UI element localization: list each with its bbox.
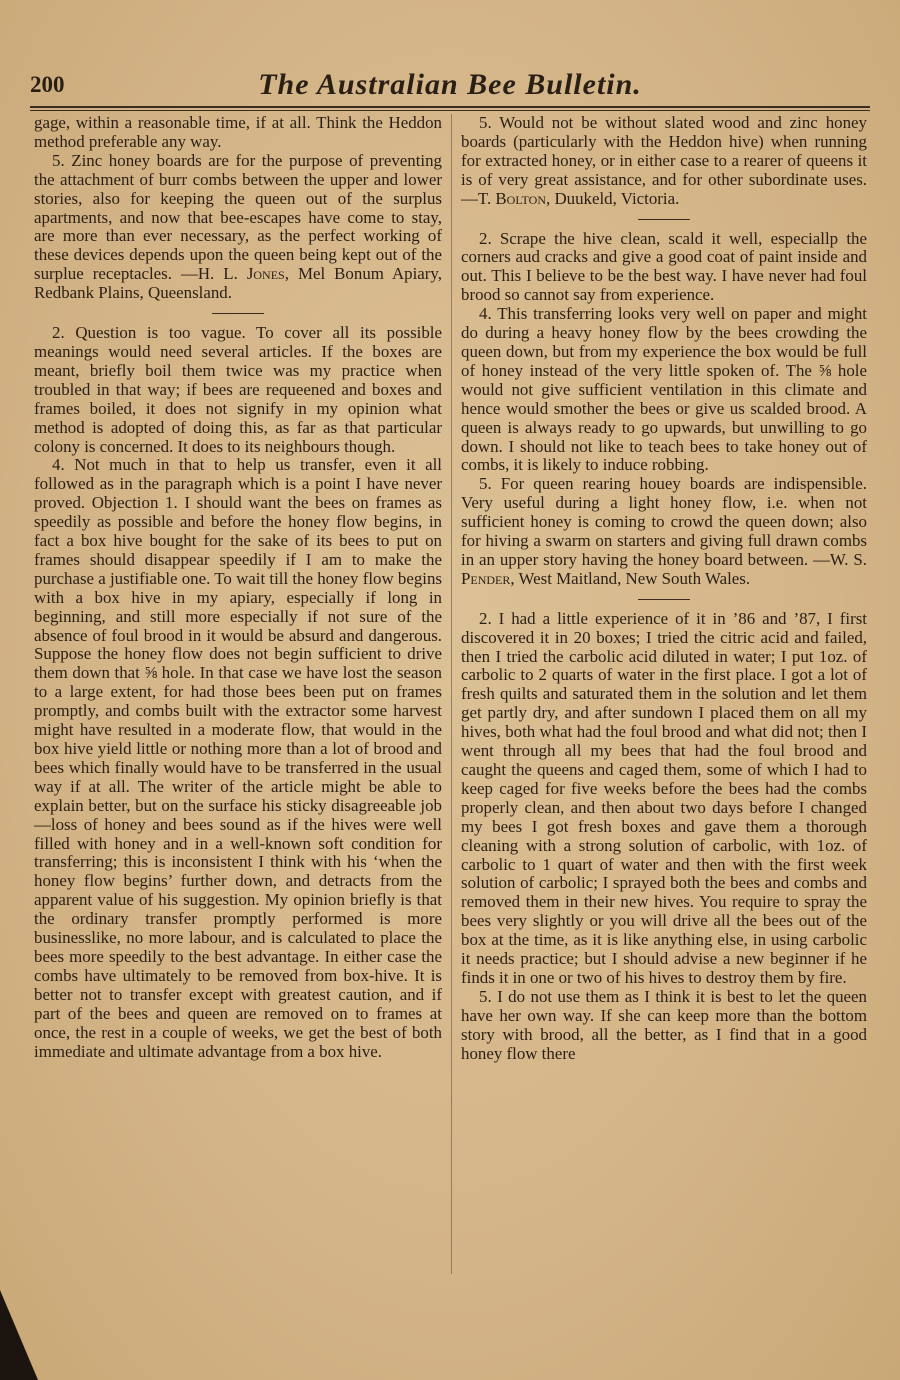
header-rule-thick: [30, 106, 870, 108]
section-separator: [638, 599, 690, 600]
paragraph: [34, 152, 442, 303]
right-column: [461, 114, 867, 1064]
paragraph: [461, 475, 867, 588]
paragraph: 4. Not much in that to help us transfer, even it all followed as in the paragraph which is a point I have never proved. Objection 1. I should want the bees on frames as speedily as possible and before the honey flow begins, in fact a box hive bought for the sake of its bees to put on frames should disappear speedily if I am to make the purchase a justifiable one. To wait till the honey flow begins with a box hive in my apiary, especially if long in beginning, and still more especially if not sure of the absence of foul brood in it would be absurd and dangerous. Suppose the honey flow does not begin sufficient to drive them down that ⅝ hole. In that case we have lost the season to a large extent, for had those bees been put on frames promptly, and combs built with the extractor some harvest might have resulted in a moderate flow, that would in the box hive yield little or nothing more than a lot of brood and bees which finally would have to be transferred in the usual way if at all. The writer of the article might be able to explain better, but on the surface his sticky disagreeable job—loss of honey and bees sound as if the hives were well filled with honey and in a well-known soft condition for transferring; this is inconsistent I think with his ‘when the honey flow begins’ further down, and detracts from the apparent value of his suggestion. My opinion briefly is that the ordinary transfer promptly performed is more businesslike, no more labour, and is calculated to place the bees more speedily to the best advantage. In either case the combs have ultimately to be removed from box-hive. It is better not to transfer except with greatest caution, and if part of the bees and queen are removed on to frames at once, the rest in a couple of weeks, we get the best of both immediate and ultimate advantage from a box hive.: [34, 455, 443, 1061]
column-divider: [451, 114, 452, 1274]
paragraph: 5. I do not use them as I think it is best to let the queen have her own way. If she can keep more than the bottom story with brood, all the better, as I find that in a good honey flow there: [461, 986, 867, 1063]
paragraph-text: 5. Zinc honey boards are for the purpose of preventing the attachment of burr combs between the upper and lower stories, also for keeping the queen out of the surplus apartments, and now that bee-escapes have come to stay, are more than ever necessary, as the perfect working of these devices depends upon the queen being kept out of the surplue receptacles. —: [34, 150, 442, 284]
header-rule-thin: [30, 110, 870, 111]
section-separator: [212, 313, 264, 314]
paragraph-text: 5. Would not be without slated wood and zinc honey boards (particularly with the Heddon hive) when running for extracted honey, or in either case to a rearer of queens it is of very great assistance, and for other subordinate uses.—: [461, 113, 867, 208]
author-location: , West Maitland, New South Wales.: [510, 568, 751, 588]
paragraph: 2. Scrape the hive clean, scald it well, especiallp the corners aud cracks and give a good coat of paint inside and out. This I believe to be the best way. I have never had foul brood so cannot say from experience.: [461, 228, 867, 305]
paragraph: 2. Question is too vague. To cover all its possible meanings would need several articles. If the boxes are meant, briefly boil them twice was my practice when troubled in that way; if bees are requeened and boxes and frames boiled, it does not signify in my opinion what method is adopted of doing this, as far as that particular colony is concerned. It does to its neighbours though.: [34, 323, 442, 456]
journal-title: The Australian Bee Bulletin.: [258, 68, 642, 101]
page-corner-shadow: [0, 1290, 38, 1380]
author-name: T. Bolton: [477, 188, 547, 208]
author-location: , Mel Bonum Apiary, Redbank Plains, Queensland.: [34, 264, 442, 303]
author-name: H. L. Jones: [197, 264, 285, 284]
left-column: [34, 114, 442, 1061]
page-number: 200: [30, 72, 65, 97]
paragraph: 4. This transferring looks very well on paper and might do during a heavy honey flow by the bees crowding the queen down, but from my experience the box would be full of honey instead of the very little spoken of. The ⅝ hole would not give sufficient ventilation in this climate and hence would smother the bees or give us scalded brood. A queen is always ready to go upwards, but unwilling to go down. I should not like to teach bees to take honey out of combs, it is likely to induce robbing.: [461, 304, 867, 475]
author-location: , Duukeld, Victoria.: [546, 188, 680, 208]
page-header: [30, 68, 870, 108]
paragraph: gage, within a reasonable time, if at all. Think the Heddon method preferable any way.: [34, 113, 442, 151]
paragraph: [461, 114, 867, 209]
paragraph-text: 5. For queen rearing houey boards are indispensible. Very useful during a light honey flow, i.e. when not sufficient honey is coming to crowd the queen down; also for hiving a swarm on starters and giving full drawn combs in an upper story having the honey board between. —: [461, 474, 867, 569]
section-separator: [638, 219, 690, 220]
author-name: W. S. Pender: [461, 549, 867, 588]
paragraph: 2. I had a little experience of it in ’86 and ’87, I first discovered it in 20 boxes; I tried the citric acid and failed, then I tried the carbolic acid diluted in water; I put 1oz. of carbolic to 2 quarts of water in the first place. I got a lot of fresh quilts and saturated them in the solution and let them get partly dry, and after sundown I placed them on all my hives, both what had the foul brood and what did not; then I went through all my bees that had the foul brood and caught the queens and caged them, some of which I had to keep caged for five weeks before the bees had the combs properly clean, and then about two days before I changed my bees I got fresh boxes and gave them a thorough cleaning with a strong solution of carbolic, with 1oz. of carbolic to 1 quart of water and then with the first week solution of carbolic; I sprayed both the bees and combs and removed them in their new hives. You require to spray the bees very slightly or you will drive all the bees out of the box at the time, as it is like anything else, in using carbolic it needs practice; but I should advise a new beginner if he finds it in one or two of his hives to destroy them by fire.: [461, 608, 867, 987]
